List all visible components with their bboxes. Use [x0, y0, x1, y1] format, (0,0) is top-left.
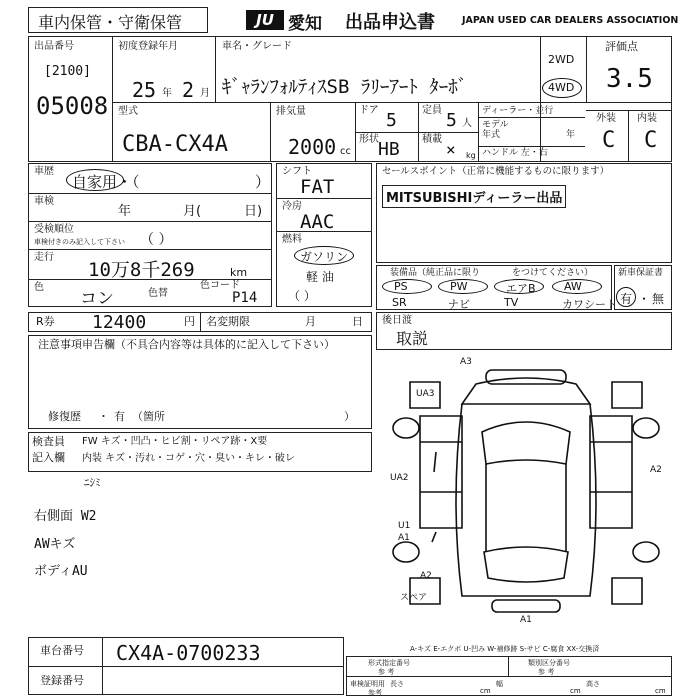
equipment-item: エアB	[506, 282, 536, 295]
capacity: 5	[446, 110, 457, 131]
body-shape: HB	[378, 139, 400, 160]
tax-value: 12400	[92, 312, 147, 333]
damage-mark: A2	[420, 571, 432, 581]
damage-mark: UA2	[390, 473, 409, 483]
shift-value: FAT	[300, 176, 335, 198]
org-english: JAPAN USED CAR DEALERS ASSOCIATION	[462, 15, 679, 26]
color-code: P14	[232, 290, 258, 306]
storage-type: 車内保管・守衛保管	[38, 13, 183, 32]
owner-value: 取説	[396, 329, 429, 348]
inspector-row1: FW キズ・凹凸・ヒビ割・リペア跡・X要	[82, 436, 268, 447]
damage-mark: スペア	[400, 593, 428, 603]
warranty-yes: 有	[620, 292, 633, 306]
lot-code: [2100]	[44, 64, 91, 79]
damage-mark: A1	[398, 533, 410, 543]
registration-year: 25	[132, 78, 157, 102]
damage-mark: A3	[460, 357, 472, 367]
rating-exterior: C	[602, 128, 616, 153]
doors: 5	[386, 110, 397, 131]
inspector-row2: 内装 キズ・汚れ・コゲ・穴・臭い・キレ・破レ	[82, 453, 295, 464]
equipment-item: ナビ	[448, 298, 470, 311]
history-value: 自家用・（	[72, 173, 140, 191]
org-name: 愛知	[288, 14, 322, 34]
equipment-item: PW	[450, 280, 468, 293]
damage-mark: UA3	[416, 389, 435, 399]
sales-point-value: MITSUBISHIディーラー出品	[382, 185, 566, 208]
cooling-value: AAC	[300, 211, 335, 233]
handwritten-note: AWキズ	[34, 537, 76, 552]
form-title: 出品申込書	[345, 12, 435, 33]
car-damage-diagram	[380, 352, 672, 636]
vehicle-name: ｷﾞｬﾗﾝﾌｫﾙﾃｨｽSB ﾗﾘｰｱｰﾄ ﾀｰﾎﾞ	[222, 76, 468, 98]
equipment-item: TV	[504, 296, 519, 309]
damage-mark: U1	[398, 521, 411, 531]
displacement: 2000	[288, 135, 337, 159]
fuel-gasoline: ガソリン	[300, 250, 349, 264]
color-value: コン	[80, 289, 114, 309]
damage-mark: A1	[520, 615, 532, 625]
equipment-item: カワシート	[562, 298, 617, 311]
registration-label: 初度登録年月	[118, 41, 178, 52]
registration-month: 2	[182, 78, 195, 102]
drive-4wd: 4WD	[548, 81, 575, 94]
drive-2wd: 2WD	[548, 53, 575, 66]
mileage-value: 10万8千269	[88, 259, 195, 281]
lot-label: 出品番号	[34, 41, 74, 52]
diagram-legend: A-キズ E-エクボ U-凹み W-補修跡 S-サビ C-腐食 XX-交換済	[410, 645, 600, 653]
equipment-item: PS	[394, 280, 408, 293]
damage-mark: A2	[650, 465, 662, 475]
handwritten-note: ボディAU	[34, 564, 88, 579]
rating-label: 評価点	[605, 40, 638, 53]
equipment-item: SR	[392, 296, 407, 309]
handwritten-note: 右側面 W2	[34, 509, 97, 524]
ju-logo: JU	[246, 10, 284, 30]
model-code: CBA-CX4A	[122, 132, 228, 157]
chassis-number: CX4A-0700233	[116, 641, 261, 665]
rating-interior: C	[644, 128, 658, 153]
load: ×	[446, 140, 456, 159]
vehicle-name-label: 車名・グレード	[222, 41, 292, 52]
equipment-item: AW	[564, 280, 582, 293]
sales-point-frame	[376, 163, 672, 263]
lot-number: 05008	[36, 92, 109, 120]
rating-score: 3.5	[606, 64, 653, 94]
